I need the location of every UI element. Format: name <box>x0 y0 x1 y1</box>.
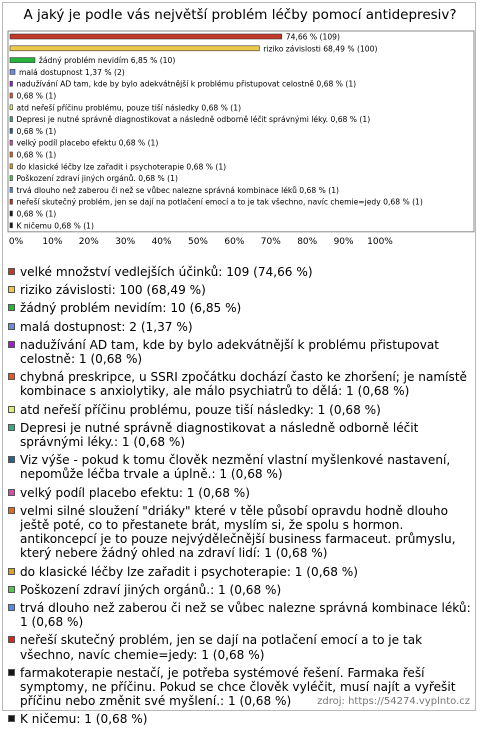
legend-swatch-7 <box>8 406 15 413</box>
x-tick-label-8: 80% <box>297 236 318 247</box>
legend-swatch-3 <box>8 304 15 311</box>
legend-label-10: velký podíl placebo efektu: 1 (0,68 %) <box>20 485 251 500</box>
bar-label-17: K ničemu 0,68 % (1) <box>16 221 94 231</box>
bar-label-2: riziko závislosti 68,49 % (100) <box>263 44 378 54</box>
legend-swatch-12 <box>8 568 15 575</box>
legend-swatch-11 <box>8 507 15 514</box>
bar-label-4: malá dostupnost 1,37 % (2) <box>18 67 125 77</box>
bar-label-10: velký podíl placebo efektu 0,68 % (1) <box>16 138 159 148</box>
legend-label-6: chybná preskripce, u SSRI zpočátku dochází často ke zhoršení; je namístě kombinace s anxiolytiky, ale málo psychiatrů to dělá: 1 (0,68 %) <box>20 370 467 399</box>
legend-swatch-2 <box>8 286 15 293</box>
legend-item-7 <box>8 403 472 417</box>
bar-1 <box>10 34 282 39</box>
legend-item-6 <box>8 370 472 398</box>
bar-2 <box>10 46 259 51</box>
bar-label-3: žádný problém nevidím 6,85 % (10) <box>38 56 176 66</box>
bar-label-11: 0,68 % (1) <box>16 150 57 160</box>
legend-label-7: atd neřeší příčinu problému, pouze tiší následky: 1 (0,68 %) <box>20 402 381 417</box>
legend-label-14: trvá dlouho než zaberou či než se vůbec nalezne správná kombinace léků: 1 (0,68 %) <box>20 601 471 630</box>
legend-item-3 <box>8 301 472 315</box>
legend-label-2: riziko závislosti: 100 (68,49 %) <box>20 283 206 298</box>
x-tick-label-1: 10% <box>42 236 63 247</box>
bar-15 <box>10 199 12 204</box>
legend-item-15 <box>8 633 472 661</box>
legend-swatch-17 <box>8 715 15 722</box>
legend-label-5: nadužívání AD tam, kde by bylo adekvátnější k problému přistupovat celostně: 1 (0,68 %) <box>20 337 440 367</box>
x-tick-label-0: 0% <box>8 236 24 247</box>
x-tick-label-7: 70% <box>260 236 281 247</box>
legend-item-12 <box>8 565 472 579</box>
bar-label-8: Depresi je nutné správně diagnostikovat a následně odborně léčit správnými léky. 0,68 % (1) <box>16 115 371 125</box>
x-tick-label-4: 40% <box>151 236 172 247</box>
legend-swatch-4 <box>8 323 15 330</box>
legend-item-9 <box>8 453 472 481</box>
bar-label-1: 74,66 % (109) <box>285 32 340 42</box>
chart-title: A jaký je podle vás největší problém léčby pomocí antidepresiv? <box>23 7 457 23</box>
bar-16 <box>10 211 12 216</box>
bar-9 <box>10 128 12 133</box>
legend-swatch-13 <box>8 586 15 593</box>
x-tick-label-6: 60% <box>224 236 245 247</box>
legend-swatch-6 <box>8 373 15 380</box>
bar-label-15: neřeší skutečný problém, jen se dají na potlačení emocí a to je tak všechno, navíc chemie=jedy 0,68 % (1) <box>16 197 423 207</box>
legend-label-9: Viz výše - pokud k tomu člověk nezmění vlastní myšlenkové nastavení, nepomůže léčba trvale a úplně.: 1 (0,68 %) <box>20 453 451 482</box>
legend-item-4 <box>8 320 472 334</box>
legend-label-1: velké množství vedlejších účinků: 109 (74,66 %) <box>20 265 313 279</box>
legend-item-11 <box>8 504 472 561</box>
legend-item-13 <box>8 583 472 597</box>
legend-swatch-15 <box>8 636 15 643</box>
legend-label-11: velmi silné sloužení "driáky" které v těle působí opravdu hodně dlouho ještě poté, co to přestanete brát, myslím si, že spolu s hormon. antikoncepcí je to pouze nejvýdělečnější business farmaceut. průmyslu, který nebere žádný ohled na zdraví lidí: 1 (0,68 %) <box>20 503 456 561</box>
bar-3 <box>10 58 35 63</box>
bar-7 <box>10 105 12 110</box>
legend-swatch-1 <box>8 268 15 275</box>
bar-label-7: atd neřeší příčinu problému, pouze tiší následky 0,68 % (1) <box>16 103 242 113</box>
bar-12 <box>10 164 12 169</box>
bar-17 <box>10 223 12 228</box>
bar-label-6: 0,68 % (1) <box>16 91 57 101</box>
x-tick-label-10: 100% <box>367 236 393 247</box>
legend-swatch-9 <box>8 456 15 463</box>
legend-label-17: K ničemu: 1 (0,68 %) <box>20 712 148 727</box>
bar-label-12: do klasické léčby lze zařadit i psychoterapie 0,68 % (1) <box>16 162 227 172</box>
legend-label-3: žádný problém nevidím: 10 (6,85 %) <box>20 301 242 316</box>
source-credit: zdroj: https://54274.vyplnto.cz <box>317 696 470 707</box>
chart-legend <box>8 265 472 731</box>
legend-item-10 <box>8 486 472 500</box>
legend-swatch-8 <box>8 424 15 431</box>
bar-13 <box>10 176 12 181</box>
bar-10 <box>10 140 12 145</box>
bar-5 <box>10 81 12 86</box>
legend-item-14 <box>8 601 472 629</box>
x-tick-label-9: 90% <box>333 236 354 247</box>
x-tick-label-3: 30% <box>115 236 136 247</box>
legend-item-1 <box>8 265 472 279</box>
x-tick-label-5: 50% <box>187 236 209 247</box>
legend-swatch-10 <box>8 489 15 496</box>
legend-label-16: farmakoterapie nestačí, je potřeba systémové řešení. Farmaka řeší symptomy, ne příčinu. Pokud se chce člověk vyléčit, musí najít a vyřešit příčinu nebo změnit své myšlení.: 1 (0,68 %) <box>20 665 456 709</box>
legend-swatch-16 <box>8 669 15 676</box>
bar-label-9: 0,68 % (1) <box>16 126 57 136</box>
legend-swatch-14 <box>8 604 15 611</box>
x-tick-label-2: 20% <box>78 236 99 247</box>
bar-4 <box>10 69 15 74</box>
bar-chart-plot <box>0 0 480 262</box>
legend-item-2 <box>8 283 472 297</box>
bar-label-16: 0,68 % (1) <box>16 209 57 219</box>
bar-8 <box>10 117 12 122</box>
legend-label-13: Poškození zdraví jiných orgánů.: 1 (0,68 %) <box>20 582 282 597</box>
bar-label-5: nadužívání AD tam, kde by bylo adekvátnější k problému přistupovat celostně 0,68 % (1) <box>16 79 357 89</box>
legend-item-5 <box>8 338 472 366</box>
legend-label-8: Depresi je nutné správně diagnostikovat a následně odborně léčit správnými léky.: 1 (0,68 %) <box>20 420 419 450</box>
bar-11 <box>10 152 12 157</box>
bar-label-13: Poškození zdraví jiných orgánů. 0,68 % (1) <box>16 174 178 184</box>
legend-label-12: do klasické léčby lze zařadit i psychoterapie: 1 (0,68 %) <box>20 564 358 579</box>
legend-label-4: malá dostupnost: 2 (1,37 %) <box>20 319 193 334</box>
legend-label-15: neřeší skutečný problém, jen se dají na potlačení emocí a to je tak všechno, navíc chemie=jedy: 1 (0,68 %) <box>20 633 423 662</box>
legend-swatch-5 <box>8 341 15 348</box>
bar-label-14: trvá dlouho než zaberou či než se vůbec nalezne správná kombinace léků 0,68 % (1) <box>16 185 340 195</box>
legend-item-8 <box>8 421 472 449</box>
bar-14 <box>10 187 12 192</box>
bar-6 <box>10 93 12 98</box>
